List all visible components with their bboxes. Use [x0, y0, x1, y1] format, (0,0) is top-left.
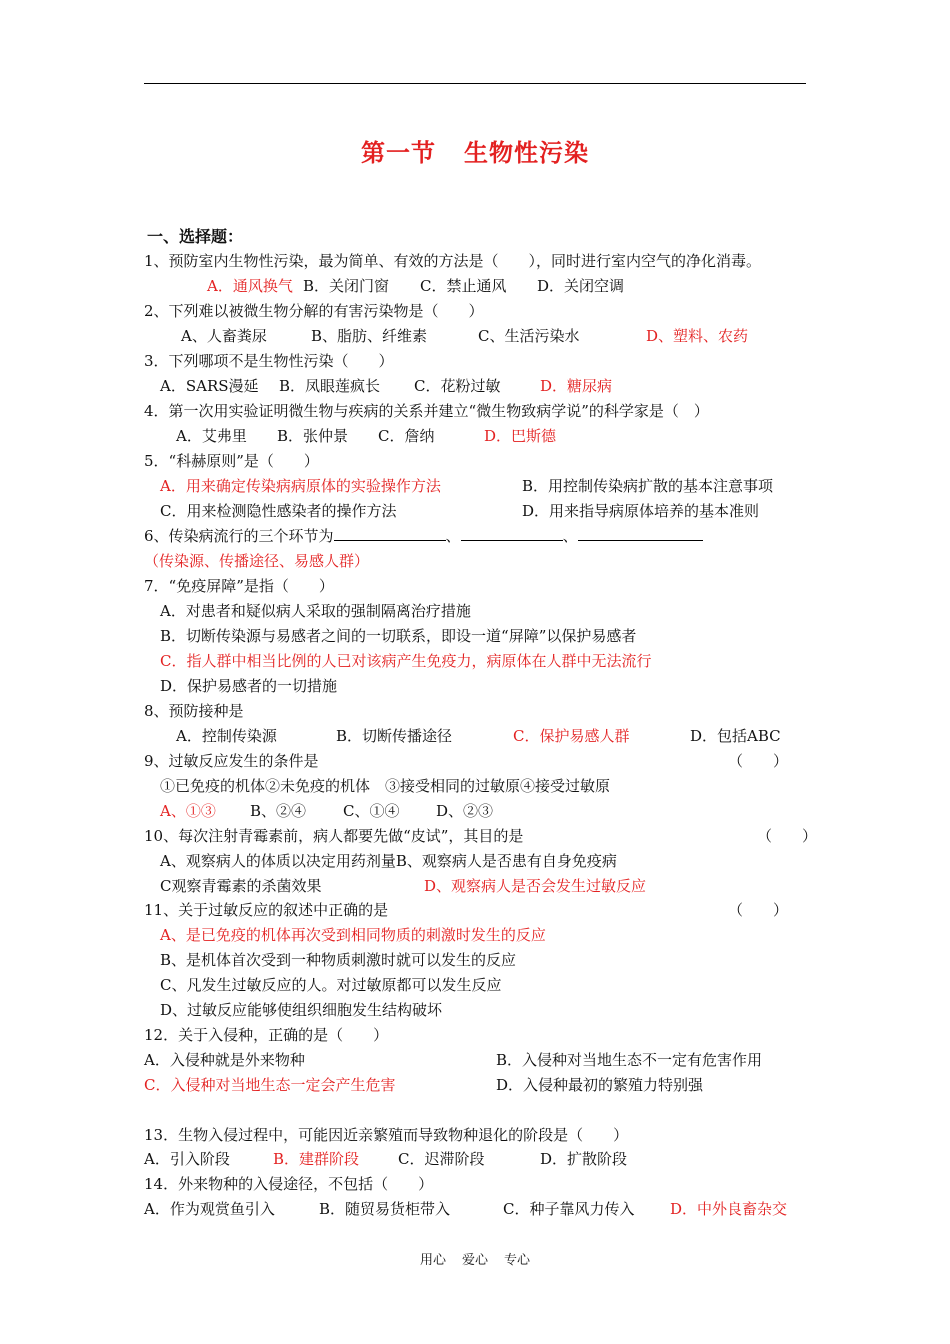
- q9-option-a: A、①③: [160, 802, 216, 820]
- q10-option-ab: A、观察病人的体质以决定用药剂量B、观察病人是否患有自身免疫病: [160, 852, 617, 870]
- q5-option-c: C．用来检测隐性感染者的操作方法: [160, 502, 397, 520]
- q12-stem: 12．关于入侵种，正确的是（ ）: [144, 1026, 389, 1044]
- q11-stem: 11、关于过敏反应的叙述中正确的是: [144, 901, 389, 919]
- q14-stem: 14．外来物种的入侵途径，不包括（ ）: [144, 1175, 434, 1193]
- footer-word-2: 爱心: [461, 1253, 488, 1268]
- q11-option-b: B、是机体首次受到一种物质刺激时就可以发生的反应: [160, 951, 517, 969]
- header-rule: [144, 83, 806, 84]
- footer-word-1: 用心: [419, 1253, 446, 1268]
- q12-option-a: A．入侵种就是外来物种: [144, 1051, 305, 1069]
- q9-option-c: C、①④: [343, 802, 400, 820]
- q12-option-b: B．入侵种对当地生态不一定有危害作用: [496, 1051, 763, 1069]
- q2-option-c: C、生活污染水: [478, 327, 580, 345]
- q8-option-a: A．控制传染源: [176, 727, 277, 745]
- q1-option-c: C．禁止通风: [420, 277, 507, 295]
- q4-option-b: B．张仲景: [277, 427, 349, 445]
- q5-option-a: A．用来确定传染病病原体的实验操作方法: [160, 477, 441, 495]
- q1-option-b: B．关闭门窗: [303, 277, 390, 295]
- q6-stem-line: [144, 526, 703, 546]
- q5-stem: 5．“科赫原则”是（ ）: [144, 452, 319, 470]
- section-heading: 一、选择题：: [147, 227, 244, 246]
- q6-blank-1[interactable]: [334, 526, 446, 541]
- q12-option-d: D．入侵种最初的繁殖力特别强: [496, 1076, 704, 1094]
- q6-separator-2: 、: [562, 527, 578, 545]
- q10-stem: 10、每次注射青霉素前，病人都要先做“皮试”，其目的是: [144, 827, 524, 845]
- q8-option-d: D．包括ABC: [690, 727, 781, 745]
- q3-option-d: D．糖尿病: [540, 377, 613, 395]
- q9-option-d: D、②③: [436, 802, 494, 820]
- q14-option-c: C．种子靠风力传入: [503, 1200, 635, 1218]
- q13-option-c: C．迟滞阶段: [398, 1150, 485, 1168]
- q1-option-a: A．通风换气: [207, 277, 293, 295]
- q8-stem: 8、预防接种是: [144, 702, 244, 720]
- q13-option-d: D．扩散阶段: [540, 1150, 628, 1168]
- q2-option-a: A、人畜粪尿: [181, 327, 267, 345]
- q9-option-b: B、②④: [250, 802, 307, 820]
- q8-option-c: C．保护易感人群: [513, 727, 630, 745]
- q10-option-c: C观察青霉素的杀菌效果: [160, 877, 322, 895]
- q11-option-d: D、过敏反应能够使组织细胞发生结构破坏: [160, 1001, 443, 1019]
- page-title: [0, 133, 950, 168]
- q13-stem: 13．生物入侵过程中，可能因近亲繁殖而导致物种退化的阶段是（ ）: [144, 1126, 629, 1144]
- q1-stem: 1、预防室内生物性污染，最为简单、有效的方法是（ ），同时进行室内空气的净化消毒。: [144, 252, 762, 270]
- q5-option-d: D．用来指导病原体培养的基本准则: [522, 502, 760, 520]
- q14-option-d: D．中外良畜杂交: [670, 1200, 788, 1218]
- title-section-number: 第一节: [361, 139, 436, 167]
- q6-blank-3[interactable]: [578, 526, 703, 541]
- q7-option-c: C．指人群中相当比例的人已对该病产生免疫力，病原体在人群中无法流行: [160, 652, 652, 670]
- q11-option-c: C、凡发生过敏反应的人。对过敏原都可以发生反应: [160, 976, 502, 994]
- q9-paren: （ ）: [728, 752, 789, 770]
- q6-answer: （传染源、传播途径、易感人群）: [144, 552, 370, 570]
- q7-option-a: A．对患者和疑似病人采取的强制隔离治疗措施: [160, 602, 471, 620]
- q10-option-d: D、观察病人是否会发生过敏反应: [424, 877, 647, 895]
- q3-option-c: C．花粉过敏: [414, 377, 501, 395]
- q10-paren: （ ）: [757, 827, 818, 845]
- q4-option-c: C．詹纳: [378, 427, 435, 445]
- q3-option-b: B．凤眼莲疯长: [279, 377, 381, 395]
- q1-option-d: D．关闭空调: [537, 277, 625, 295]
- q11-option-a: A、是已免疫的机体再次受到相同物质的刺激时发生的反应: [160, 926, 546, 944]
- q14-option-a: A．作为观赏鱼引入: [144, 1200, 275, 1218]
- q7-option-d: D．保护易感者的一切措施: [160, 677, 338, 695]
- q9-conditions: ①已免疫的机体②未免疫的机体 ③接受相同的过敏原④接受过敏原: [160, 777, 611, 795]
- q4-option-d: D．巴斯德: [484, 427, 557, 445]
- q13-option-a: A．引入阶段: [144, 1150, 230, 1168]
- title-topic: 生物性污染: [464, 139, 589, 167]
- q7-option-b: B．切断传染源与易感者之间的一切联系，即设一道“屏障”以保护易感者: [160, 627, 637, 645]
- q2-stem: 2、下列难以被微生物分解的有害污染物是（ ）: [144, 302, 484, 320]
- q4-option-a: A．艾弗里: [176, 427, 247, 445]
- q3-option-a: A．SARS漫延: [160, 377, 259, 395]
- q6-blank-2[interactable]: [461, 526, 563, 541]
- q11-paren: （ ）: [728, 901, 789, 919]
- page-footer: [0, 1249, 950, 1268]
- q9-stem: 9、过敏反应发生的条件是: [144, 752, 319, 770]
- footer-word-3: 专心: [504, 1253, 531, 1268]
- q6-separator-1: 、: [445, 527, 461, 545]
- q12-option-c: C．入侵种对当地生态一定会产生危害: [144, 1076, 396, 1094]
- q3-stem: 3．下列哪项不是生物性污染（ ）: [144, 352, 394, 370]
- q2-option-d: D、塑料、农药: [646, 327, 749, 345]
- q4-stem: 4．第一次用实验证明微生物与疾病的关系并建立“微生物致病学说”的科学家是（ ）: [144, 402, 709, 420]
- q13-option-b: B．建群阶段: [273, 1150, 360, 1168]
- q6-stem: 6、传染病流行的三个环节为: [144, 527, 334, 545]
- q7-stem: 7．“免疫屏障”是指（ ）: [144, 577, 334, 595]
- q2-option-b: B、脂肪、纤维素: [311, 327, 428, 345]
- q5-option-b: B．用控制传染病扩散的基本注意事项: [522, 477, 774, 495]
- q14-option-b: B．随贸易货柜带入: [319, 1200, 451, 1218]
- q8-option-b: B．切断传播途径: [336, 727, 453, 745]
